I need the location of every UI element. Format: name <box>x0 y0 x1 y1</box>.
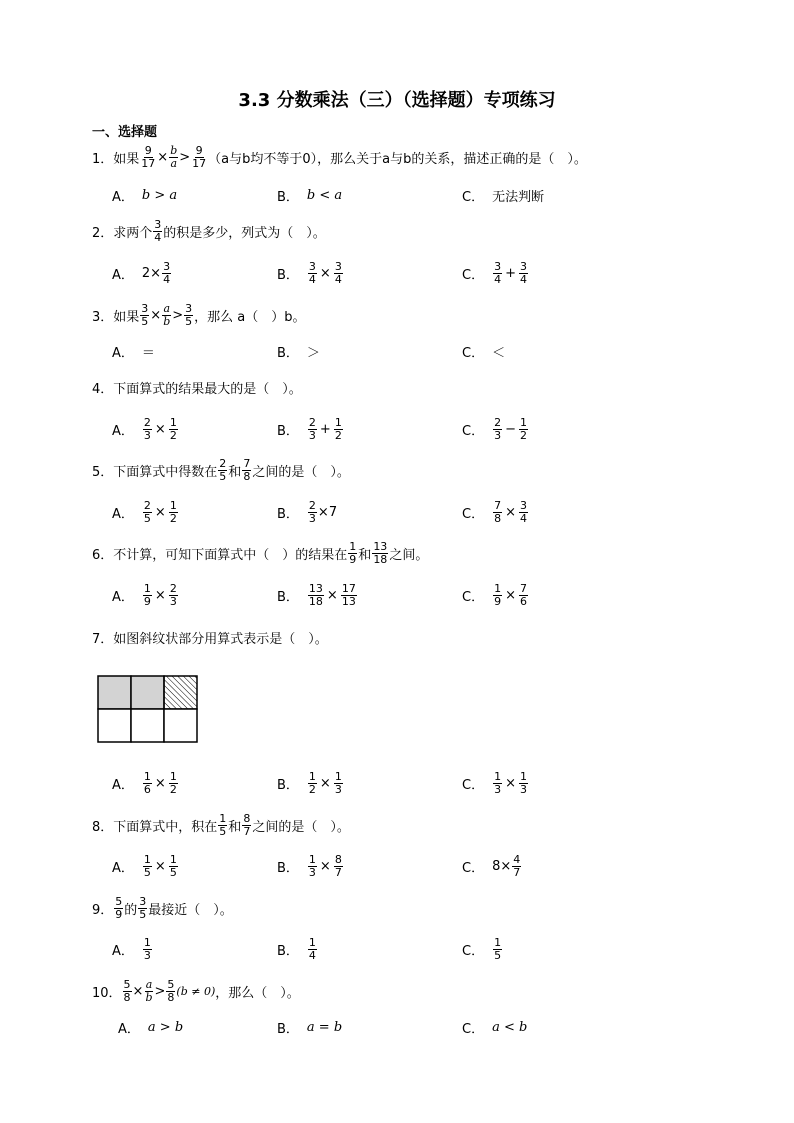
option-b[interactable]: B． $\frac{13}{18}$ × $\frac{17}{13}$ <box>277 581 356 608</box>
question-1: 1． 如果 $\frac{9}{17}$ × $\frac{b}{a}$ > 9 17 （a与b均不等于0），那么关于a与b的关系，描述正确的是（ ）。 <box>92 143 587 170</box>
page-title: 3.3 分数乘法（三）（选择题）专项练习 <box>238 90 556 111</box>
section-heading: 一、选择题 <box>92 125 158 140</box>
grid-cell <box>164 676 197 709</box>
option-c[interactable]: C． $\frac{7}{8}$ × $\frac{3}{4}$ <box>462 498 527 525</box>
option-c[interactable]: C． 1 5 <box>462 935 502 962</box>
option-a[interactable]: A． ＝ <box>112 345 155 361</box>
option-b[interactable]: B． b < a <box>277 187 343 205</box>
fraction: $\frac{b}{a}$ <box>170 143 178 170</box>
option-a[interactable]: A． $\frac{1}{6}$ × $\frac{1}{2}$ <box>112 769 177 796</box>
option-a[interactable]: A． b > a <box>112 187 178 205</box>
fraction-grid-figure <box>97 675 199 743</box>
question-8: 8． 下面算式中，积在 1 5 和 8 7 之间的是（ ）。 <box>92 811 350 838</box>
option-b[interactable]: B． $\frac{2}{3}$ ×7 <box>277 498 338 525</box>
option-c[interactable]: C． $\frac{1}{9}$ × $\frac{7}{6}$ <box>462 581 527 608</box>
grid-cell <box>98 709 131 742</box>
grid-cell <box>98 676 131 709</box>
fraction: 9 17 <box>192 143 207 170</box>
fraction: $\frac{9}{17}$ <box>141 143 156 170</box>
option-c[interactable]: C． ＜ <box>462 345 506 361</box>
option-a[interactable]: A． $\frac{1}{9}$ × $\frac{2}{3}$ <box>112 581 177 608</box>
option-a[interactable]: A． 1 3 <box>112 935 151 962</box>
option-b[interactable]: B． 1 4 <box>277 935 316 962</box>
option-c[interactable]: C． 2 3 − $\frac{1}{2}$ <box>462 415 527 442</box>
question-10: 10． $\frac{5}{8}$ × $\frac{a}{b}$ > 5 8 (b ≠ 0) ，那么（ ）。 <box>92 977 300 1004</box>
grid-cell <box>131 709 164 742</box>
question-3: 3． 如果 $\frac{3}{5}$ × $\frac{a}{b}$ > 3 5 ，那么 a（ ）b。 <box>92 301 306 328</box>
question-4: 4． 下面算式的结果最大的是（ ）。 <box>92 381 302 397</box>
option-c[interactable]: C． 8× $\frac{4}{7}$ <box>462 852 521 879</box>
question-6: 6． 不计算，可知下面算式中（ ）的结果在 1 9 和 13 18 之间。 <box>92 539 429 566</box>
option-b[interactable]: B． 2 3 + $\frac{1}{2}$ <box>277 415 342 442</box>
option-b[interactable]: B． $\frac{1}{3}$ × $\frac{8}{7}$ <box>277 852 342 879</box>
option-a[interactable]: A． $\frac{1}{5}$ × $\frac{1}{5}$ <box>112 852 177 879</box>
question-5: 5． 下面算式中得数在 2 5 和 7 8 之间的是（ ）。 <box>92 456 350 483</box>
option-c[interactable]: C． $\frac{1}{3}$ × $\frac{1}{3}$ <box>462 769 527 796</box>
option-a[interactable]: A． $\frac{2}{3}$ × $\frac{1}{2}$ <box>112 415 177 442</box>
option-b[interactable]: B． a = b <box>277 1019 343 1037</box>
question-7: 7． 如图斜纹状部分用算式表示是（ ）。 <box>92 631 328 647</box>
question-number: 1． <box>92 151 114 167</box>
option-a[interactable]: A． a > b <box>118 1019 184 1037</box>
question-2: 2． 求两个 3 4 的积是多少，列式为（ ）。 <box>92 217 326 244</box>
option-b[interactable]: B． $\frac{3}{4}$ × $\frac{3}{4}$ <box>277 259 342 286</box>
option-b[interactable]: B． ＞ <box>277 345 320 361</box>
option-a[interactable]: A． $\frac{2}{5}$ × $\frac{1}{2}$ <box>112 498 177 525</box>
option-b[interactable]: B． $\frac{1}{2}$ × $\frac{1}{3}$ <box>277 769 342 796</box>
option-c[interactable]: C． a < b <box>462 1019 528 1037</box>
grid-cell <box>131 676 164 709</box>
grid-cell <box>164 709 197 742</box>
option-a[interactable]: A． 2× $\frac{3}{4}$ <box>112 259 171 286</box>
fraction: 3 4 <box>154 217 162 244</box>
question-9: 9． 5 9 的 3 5 最接近（ ）。 <box>92 894 233 921</box>
option-c[interactable]: C． 3 4 + $\frac{3}{4}$ <box>462 259 527 286</box>
option-c[interactable]: C． 无法判断 <box>462 189 545 205</box>
